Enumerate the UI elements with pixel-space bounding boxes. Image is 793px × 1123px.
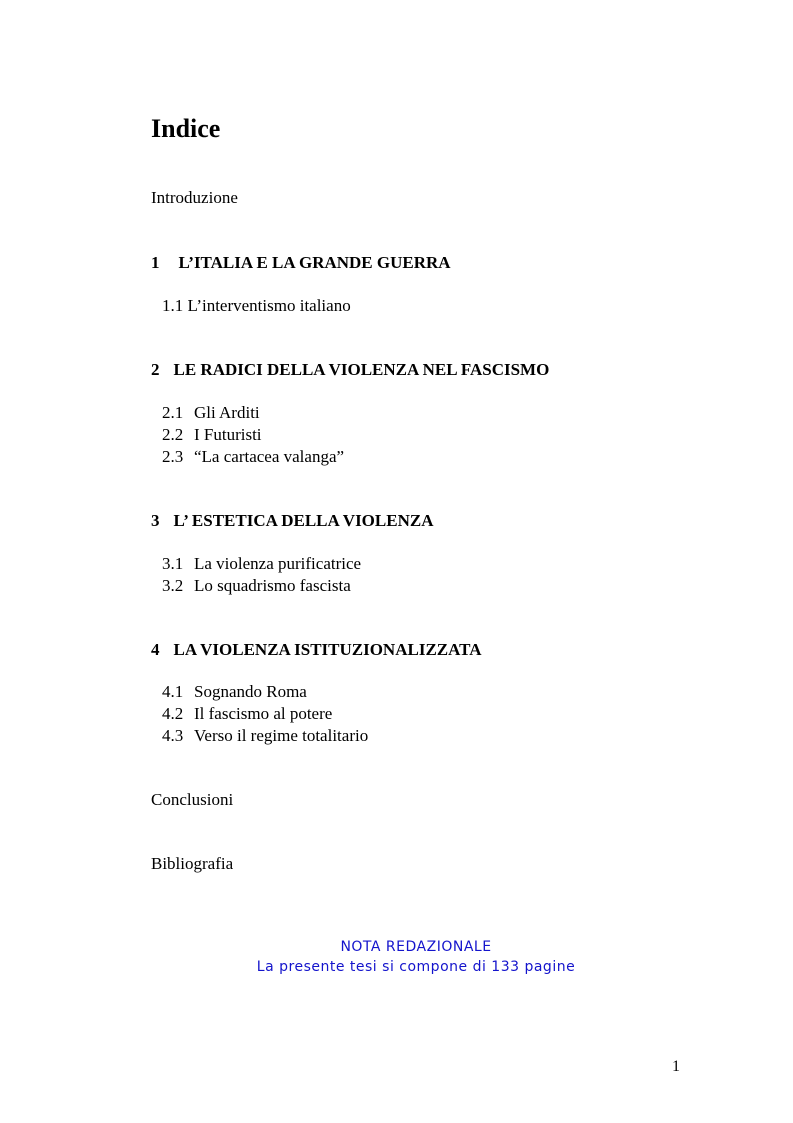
toc-chapter-4 <box>151 639 482 661</box>
toc-conclusions: Conclusioni <box>151 790 234 809</box>
section-title: L’interventismo italiano <box>187 296 351 315</box>
chapter-title: LE RADICI DELLA VIOLENZA NEL FASCISMO <box>173 360 550 379</box>
toc-section-3-2 <box>162 575 351 597</box>
section-number: 4.3 <box>162 726 184 745</box>
chapter-number: 1 <box>151 253 160 272</box>
chapter-number: 4 <box>151 640 160 659</box>
section-title: Il fascismo al potere <box>194 704 333 723</box>
section-number: 2.1 <box>162 403 184 422</box>
section-title: I Futuristi <box>194 425 262 444</box>
index-title: Indice <box>151 114 221 143</box>
toc-section-3-1 <box>162 553 361 575</box>
section-title: Sognando Roma <box>194 682 307 701</box>
toc-section-2-3 <box>162 446 344 468</box>
editorial-note-text: La presente tesi si compone di 133 pagine <box>256 959 576 975</box>
toc-section-2-1 <box>162 402 260 424</box>
toc-chapter-3 <box>151 510 433 532</box>
toc-section-1-1 <box>162 295 351 317</box>
toc-section-4-3 <box>162 725 368 747</box>
section-number: 3.1 <box>162 554 184 573</box>
section-title: Gli Arditi <box>194 403 260 422</box>
chapter-number: 3 <box>151 511 160 530</box>
chapter-title: LA VIOLENZA ISTITUZIONALIZZATA <box>173 640 482 659</box>
section-number: 1.1 <box>162 296 184 315</box>
section-title: Verso il regime totalitario <box>194 726 369 745</box>
chapter-number: 2 <box>151 360 160 379</box>
section-number: 2.2 <box>162 425 184 444</box>
toc-chapter-2 <box>151 359 549 381</box>
chapter-title: L’ ESTETICA DELLA VIOLENZA <box>173 511 434 530</box>
toc-section-4-2 <box>162 703 332 725</box>
chapter-title: L’ITALIA E LA GRANDE GUERRA <box>178 253 451 272</box>
page-number: 1 <box>672 1058 680 1075</box>
section-title: La violenza purificatrice <box>194 554 362 573</box>
editorial-note-heading: NOTA REDAZIONALE <box>340 939 492 955</box>
toc-chapter-1 <box>151 252 451 274</box>
toc-bibliography: Bibliografia <box>151 854 234 873</box>
toc-section-2-2 <box>162 424 262 446</box>
section-number: 2.3 <box>162 447 184 466</box>
section-number: 3.2 <box>162 576 184 595</box>
section-number: 4.2 <box>162 704 184 723</box>
section-title: Lo squadrismo fascista <box>194 576 351 595</box>
toc-section-4-1 <box>162 681 307 703</box>
section-number: 4.1 <box>162 682 184 701</box>
toc-introduction: Introduzione <box>151 188 238 207</box>
section-title: “La cartacea valanga” <box>194 447 345 466</box>
